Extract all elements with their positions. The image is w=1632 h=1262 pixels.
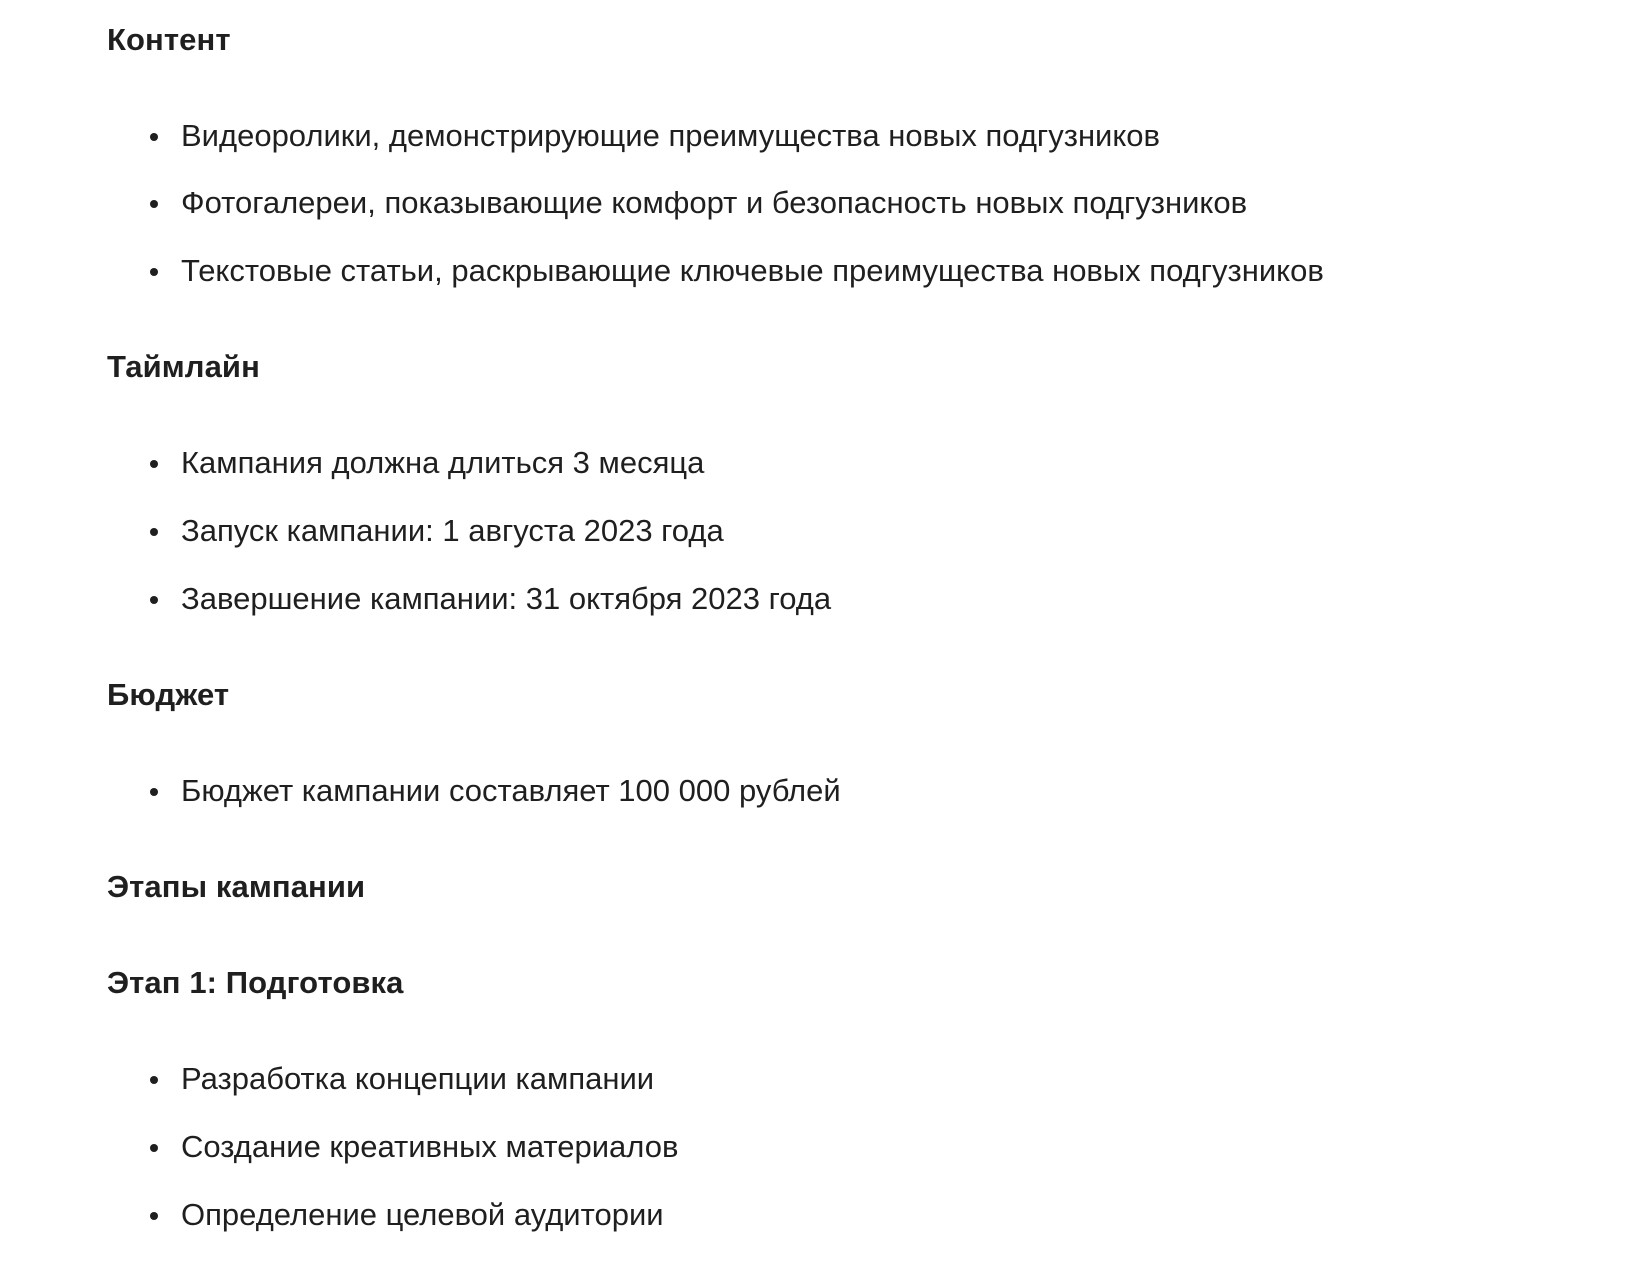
bullet-icon bbox=[150, 596, 158, 604]
list-item-text: Завершение кампании: 31 октября 2023 года bbox=[181, 581, 832, 616]
section-heading-timeline: Таймлайн bbox=[107, 349, 260, 384]
list-item-text: Создание креативных материалов bbox=[181, 1129, 679, 1164]
list-item bbox=[150, 443, 704, 483]
list-item bbox=[150, 1059, 654, 1099]
section-heading-campaign-stages: Этапы кампании bbox=[107, 869, 366, 904]
list-item bbox=[150, 116, 1160, 156]
section-heading-budget: Бюджет bbox=[107, 677, 230, 712]
list-item-text: Разработка концепции кампании bbox=[181, 1061, 655, 1096]
bullet-icon bbox=[150, 1076, 158, 1084]
bullet-icon bbox=[150, 268, 158, 276]
list-item-text: Фотогалереи, показывающие комфорт и безопасность новых подгузников bbox=[181, 185, 1248, 220]
list-item bbox=[150, 183, 1247, 223]
bullet-icon bbox=[150, 1212, 158, 1220]
list-item-text: Кампания должна длиться 3 месяца bbox=[181, 445, 705, 480]
list-item bbox=[150, 1195, 664, 1235]
list-item-text: Определение целевой аудитории bbox=[181, 1197, 664, 1232]
list-item-text: Бюджет кампании составляет 100 000 рублей bbox=[181, 773, 841, 808]
list-item-text: Текстовые статьи, раскрывающие ключевые преимущества новых подгузников bbox=[181, 253, 1324, 288]
list-item-text: Запуск кампании: 1 августа 2023 года bbox=[181, 513, 724, 548]
bullet-icon bbox=[150, 1144, 158, 1152]
bullet-icon bbox=[150, 200, 158, 208]
list-item bbox=[150, 579, 831, 619]
list-item bbox=[150, 251, 1324, 291]
list-item bbox=[150, 1127, 678, 1167]
list-item bbox=[150, 771, 841, 811]
bullet-icon bbox=[150, 788, 158, 796]
section-heading-content: Контент bbox=[107, 22, 231, 57]
section-heading-stage-1: Этап 1: Подготовка bbox=[107, 965, 404, 1000]
list-item-text: Видеоролики, демонстрирующие преимущества новых подгузников bbox=[181, 118, 1160, 153]
bullet-icon bbox=[150, 133, 158, 141]
list-item bbox=[150, 511, 724, 551]
bullet-icon bbox=[150, 528, 158, 536]
bullet-icon bbox=[150, 460, 158, 468]
